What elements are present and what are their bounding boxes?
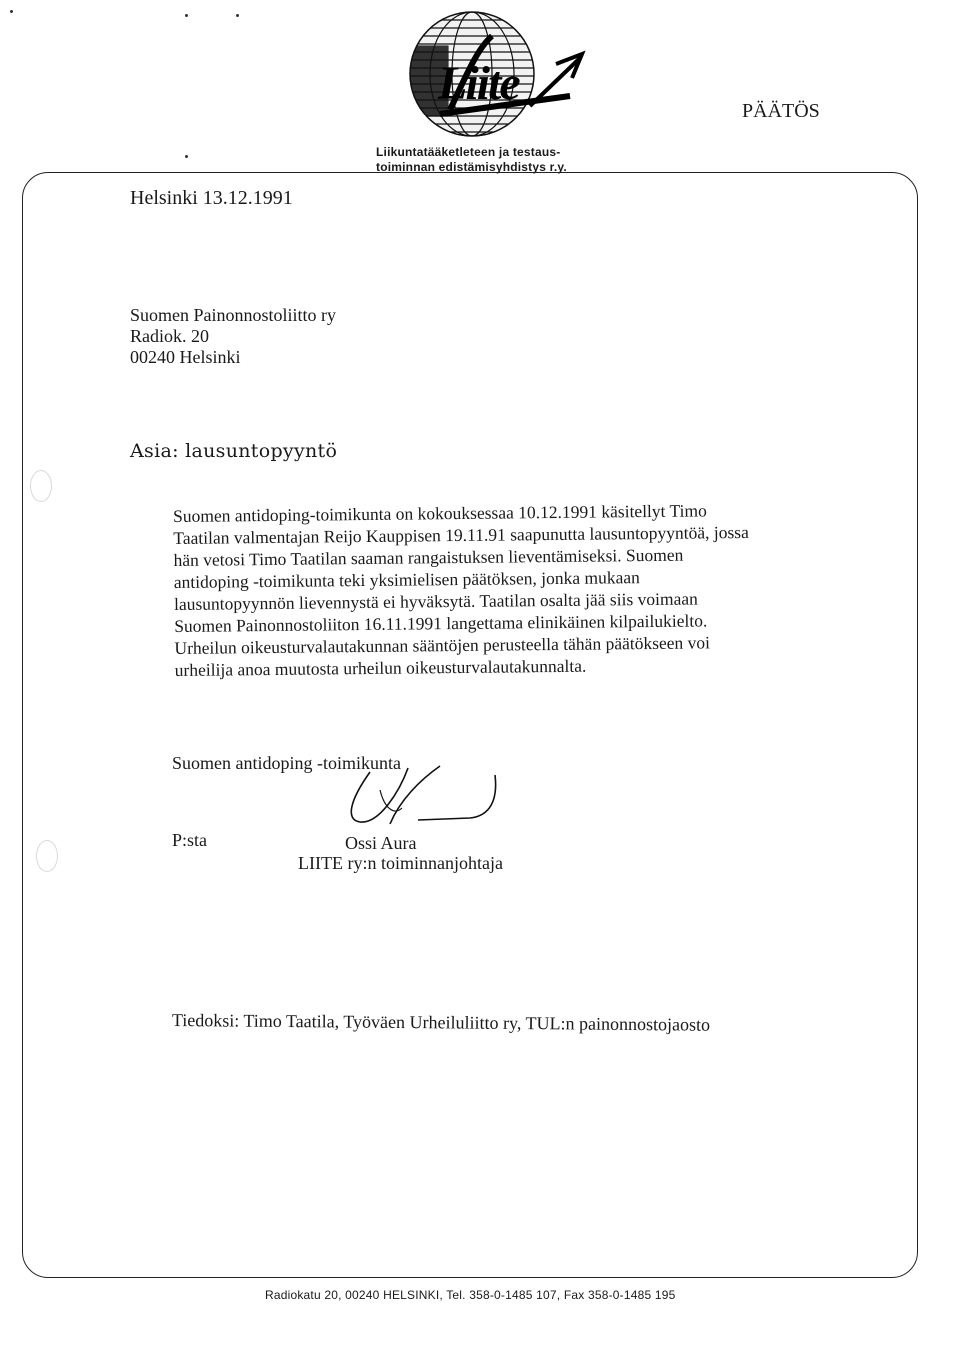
organization-name-line-2: toiminnan edistämisyhdistys r.y. bbox=[376, 160, 567, 174]
subject-line: Asia: lausuntopyyntö bbox=[130, 440, 338, 462]
signer-title: LIITE ry:n toiminnanjohtaja bbox=[298, 853, 503, 873]
recipient-address bbox=[130, 305, 336, 368]
recipient-line: Suomen Painonnostoliitto ry bbox=[130, 305, 337, 325]
body-line: Urheilun oikeusturvalautakunnan sääntöjen perusteella tähän päätökseen voi bbox=[174, 632, 711, 658]
body-line: Suomen Painonnostoliiton 16.11.1991 langettama elinikäinen kilpailukielto. bbox=[174, 610, 708, 636]
scan-speck bbox=[185, 155, 188, 158]
signer-name: Ossi Aura bbox=[345, 833, 417, 853]
document-type: PÄÄTÖS bbox=[742, 100, 820, 122]
body-line: antidoping -toimikunta teki yksimielisen päätöksen, jonka mukaan bbox=[173, 567, 640, 592]
letter-body bbox=[173, 498, 815, 681]
signature-scribble bbox=[330, 760, 510, 840]
recipient-line: Radiok. 20 bbox=[130, 326, 209, 346]
body-line: lausuntopyynnön lievennystä ei hyväksytä. Taatilan osalta jää siis voimaan bbox=[173, 588, 698, 614]
copy-recipients: Tiedoksi: Timo Taatila, Työväen Urheiluliitto ry, TUL:n painonnostojaosto bbox=[171, 1010, 711, 1035]
scan-speck bbox=[185, 14, 188, 17]
organization-name bbox=[376, 145, 636, 175]
body-line: urheilija anoa muutosta urheilun oikeusturvalautakunnalta. bbox=[174, 655, 587, 680]
footer-address: Radiokatu 20, 00240 HELSINKI, Tel. 358-0-1485 107, Fax 358-0-1485 195 bbox=[265, 1288, 676, 1302]
liite-logo bbox=[380, 6, 600, 144]
on-behalf-label: P:sta bbox=[172, 830, 208, 850]
body-line: Suomen antidoping-toimikunta on kokouksessaa 10.12.1991 käsitellyt Timo bbox=[173, 500, 707, 526]
punch-hole bbox=[36, 840, 58, 872]
organization-name-line-1: Liikuntatääketleteen ja testaus- bbox=[376, 145, 561, 159]
recipient-line: 00240 Helsinki bbox=[130, 347, 241, 367]
scan-speck bbox=[236, 14, 239, 17]
handwritten-signature bbox=[330, 760, 510, 840]
punch-hole bbox=[30, 470, 52, 502]
logo-text: Liite bbox=[438, 57, 519, 110]
body-line: Taatilan valmentajan Reijo Kauppisen 19.11.91 saapunutta lausuntopyyntöä, jossa bbox=[173, 521, 749, 548]
scan-speck bbox=[10, 10, 13, 13]
body-line: hän vetosi Timo Taatilan saaman rangaistuksen lieventämiseksi. Suomen bbox=[173, 544, 684, 570]
committee-name: Suomen antidoping -toimikunta bbox=[172, 753, 401, 773]
place-date: Helsinki 13.12.1991 bbox=[130, 187, 293, 209]
